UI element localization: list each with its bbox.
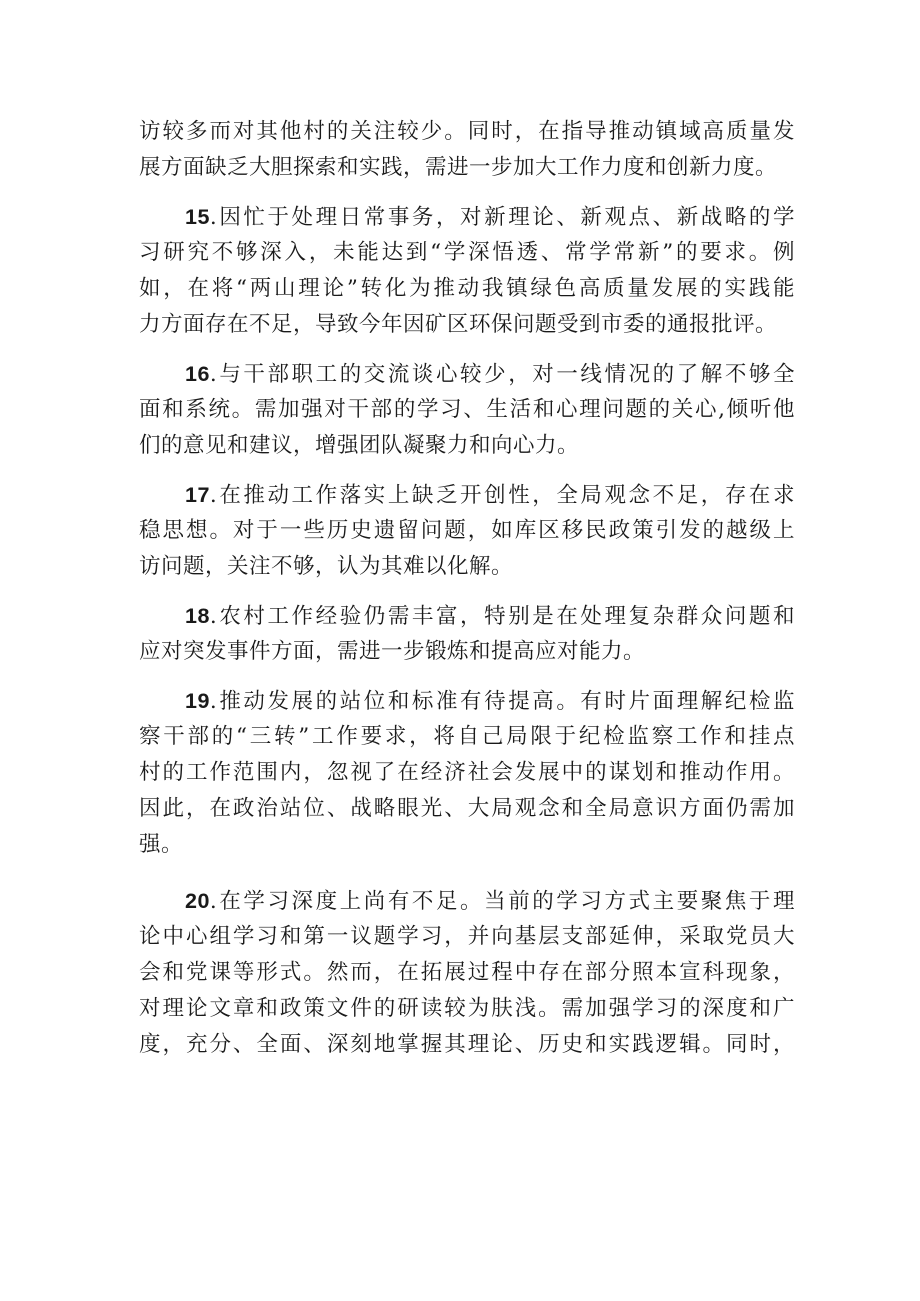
text-line: 面和系统。需加强对干部的学习、生活和心理问题的关心,倾听他 — [139, 397, 795, 422]
item-number: 19 — [185, 689, 210, 713]
paragraph-18 — [139, 598, 795, 670]
paragraph-19 — [139, 683, 795, 863]
text-line: 访问题，关注不够，认为其难以化解。 — [139, 554, 514, 579]
text-line: 力方面存在不足，导致今年因矿区环保问题受到市委的通报批评。 — [139, 312, 778, 337]
text-line: 论中心组学习和第一议题学习，并向基层支部延伸，采取党员大 — [139, 924, 795, 949]
item-number: 20 — [185, 889, 210, 913]
text-line: 对理论文章和政策文件的研读较为肤浅。需加强学习的深度和广 — [139, 996, 795, 1021]
document-body — [139, 114, 795, 1063]
text-line: 们的意见和建议，增强团队凝聚力和向心力。 — [139, 433, 580, 458]
item-number: 18 — [185, 604, 210, 628]
paragraph-14-continuation — [139, 114, 795, 186]
text-line: 稳思想。对于一些历史遗留问题，如库区移民政策引发的越级上 — [139, 518, 795, 543]
text-line — [139, 683, 795, 719]
text-line — [139, 883, 795, 919]
text-line — [139, 477, 795, 513]
text-line-content: .农村工作经验仍需丰富，特别是在处理复杂群众问题和 — [209, 604, 795, 629]
text-line-content: .因忙于处理日常事务，对新理论、新观点、新战略的学 — [209, 205, 795, 230]
text-line: 察干部的“三转”工作要求，将自己局限于纪检监察工作和挂点 — [139, 724, 795, 749]
text-line: 应对突发事件方面，需进一步锻炼和提高应对能力。 — [139, 639, 646, 664]
text-line-content: .在推动工作落实上缺乏开创性，全局观念不足，存在求 — [209, 483, 795, 508]
text-line-content: .在学习深度上尚有不足。当前的学习方式主要聚焦于理 — [209, 889, 795, 914]
paragraph-17 — [139, 477, 795, 585]
text-line: 会和党课等形式。然而，在拓展过程中存在部分照本宣科现象， — [139, 960, 795, 985]
text-line — [139, 199, 795, 235]
text-line: 强。 — [139, 832, 184, 857]
text-line: 如，在将“两山理论”转化为推动我镇绿色高质量发展的实践能 — [139, 276, 795, 301]
text-line: 习研究不够深入，未能达到“学深悟透、常学常新”的要求。例 — [139, 240, 795, 265]
item-number: 17 — [185, 483, 210, 507]
paragraph-15 — [139, 199, 795, 343]
paragraph-16 — [139, 356, 795, 464]
item-number: 15 — [185, 205, 210, 229]
item-number: 16 — [185, 362, 210, 386]
text-line: 因此，在政治站位、战略眼光、大局观念和全局意识方面仍需加 — [139, 796, 795, 821]
text-line: 度，充分、全面、深刻地掌握其理论、历史和实践逻辑。同时， — [139, 1032, 795, 1057]
paragraph-20 — [139, 883, 795, 1063]
text-line-content: .与干部职工的交流谈心较少，对一线情况的了解不够全 — [209, 362, 795, 387]
text-line — [139, 598, 795, 634]
text-line — [139, 356, 795, 392]
text-line: 村的工作范围内，忽视了在经济社会发展中的谋划和推动作用。 — [139, 760, 795, 785]
text-line: 访较多而对其他村的关注较少。同时，在指导推动镇域高质量发 — [139, 119, 795, 144]
text-line: 展方面缺乏大胆探索和实践，需进一步加大工作力度和创新力度。 — [139, 155, 778, 180]
text-line-content: .推动发展的站位和标准有待提高。有时片面理解纪检监 — [209, 689, 795, 714]
